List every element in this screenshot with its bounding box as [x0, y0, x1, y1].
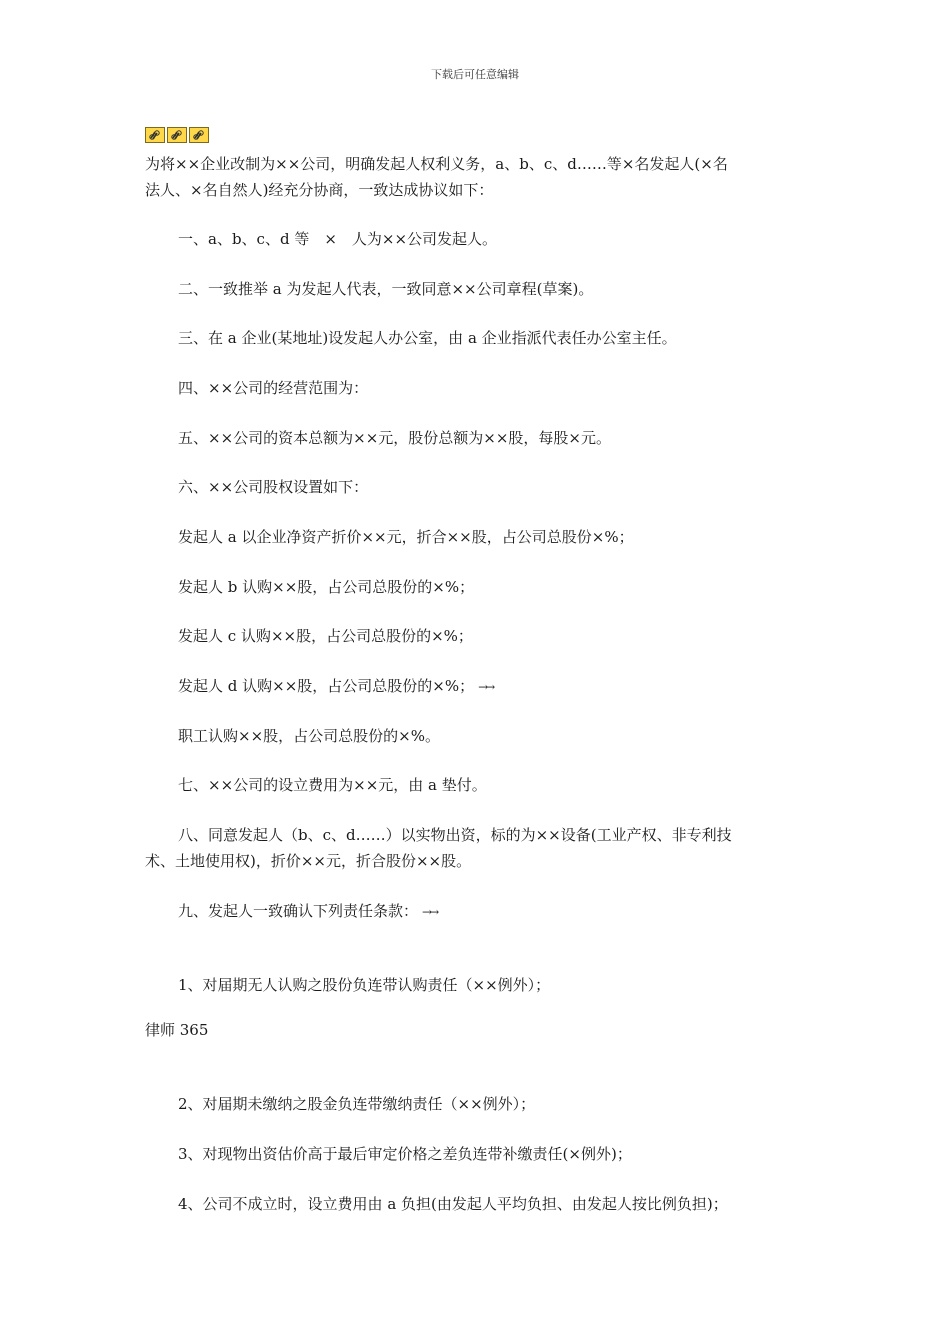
arrow-icon: →→ [478, 680, 493, 694]
liability-2: 2、对届期未缴纳之股金负连带缴纳责任（××例外）； [178, 1095, 536, 1113]
share-item-c: 发起人 c 认购××股，占公司总股份的×%； [178, 627, 473, 645]
watermark-text: 律师 365 [145, 1021, 209, 1039]
clause-1: 一、a、b、c、d 等 × 人为××公司发起人。 [178, 230, 498, 248]
liability-1: 1、对届期无人认购之股份负连带认购责任（××例外）； [178, 976, 551, 994]
link-icon [167, 127, 187, 143]
clause-6: 六、××公司股权设置如下： [178, 478, 369, 496]
link-icon [145, 127, 165, 143]
clause-3: 三、在 a 企业(某地址)设发起人办公室，由 a 企业指派代表任办公室主任。 [178, 329, 677, 347]
intro-line-2: 法人、×名自然人)经充分协商，一致达成协议如下： [145, 181, 494, 199]
icon-strip [145, 127, 209, 143]
intro-line-1: 为将××企业改制为××公司，明确发起人权利义务，a、b、c、d……等×名发起人(×名 [145, 155, 728, 173]
share-item-a: 发起人 a 以企业净资产折价××元，折合××股，占公司总股份×%； [178, 528, 634, 546]
arrow-icon: →→ [422, 905, 437, 919]
page-header-note: 下载后可任意编辑 [431, 68, 519, 81]
share-item-b: 发起人 b 认购××股，占公司总股份的×%； [178, 578, 475, 596]
share-item-d: 发起人 d 认购××股，占公司总股份的×%； [178, 677, 475, 695]
share-item-d-row [178, 676, 492, 697]
share-item-staff: 职工认购××股，占公司总股份的×%。 [178, 727, 440, 745]
clause-7: 七、××公司的设立费用为××元，由 a 垫付。 [178, 776, 487, 794]
clause-8-line-1: 八、同意发起人（b、c、d……）以实物出资，标的为××设备(工业产权、非专利技 [178, 826, 732, 844]
clause-2: 二、一致推举 a 为发起人代表，一致同意××公司章程(草案)。 [178, 280, 594, 298]
clause-5: 五、××公司的资本总额为××元，股份总额为××股，每股×元。 [178, 429, 611, 447]
link-icon [189, 127, 209, 143]
clause-4: 四、××公司的经营范围为： [178, 379, 369, 397]
liability-4: 4、公司不成立时，设立费用由 a 负担(由发起人平均负担、由发起人按比例负担)； [178, 1195, 728, 1213]
clause-9-row [178, 901, 436, 922]
liability-3: 3、对现物出资估价高于最后审定价格之差负连带补缴责任(×例外)； [178, 1145, 632, 1163]
clause-8-line-2: 术、土地使用权)，折价××元，折合股份××股。 [145, 852, 472, 870]
clause-9: 九、发起人一致确认下列责任条款： [178, 902, 419, 920]
